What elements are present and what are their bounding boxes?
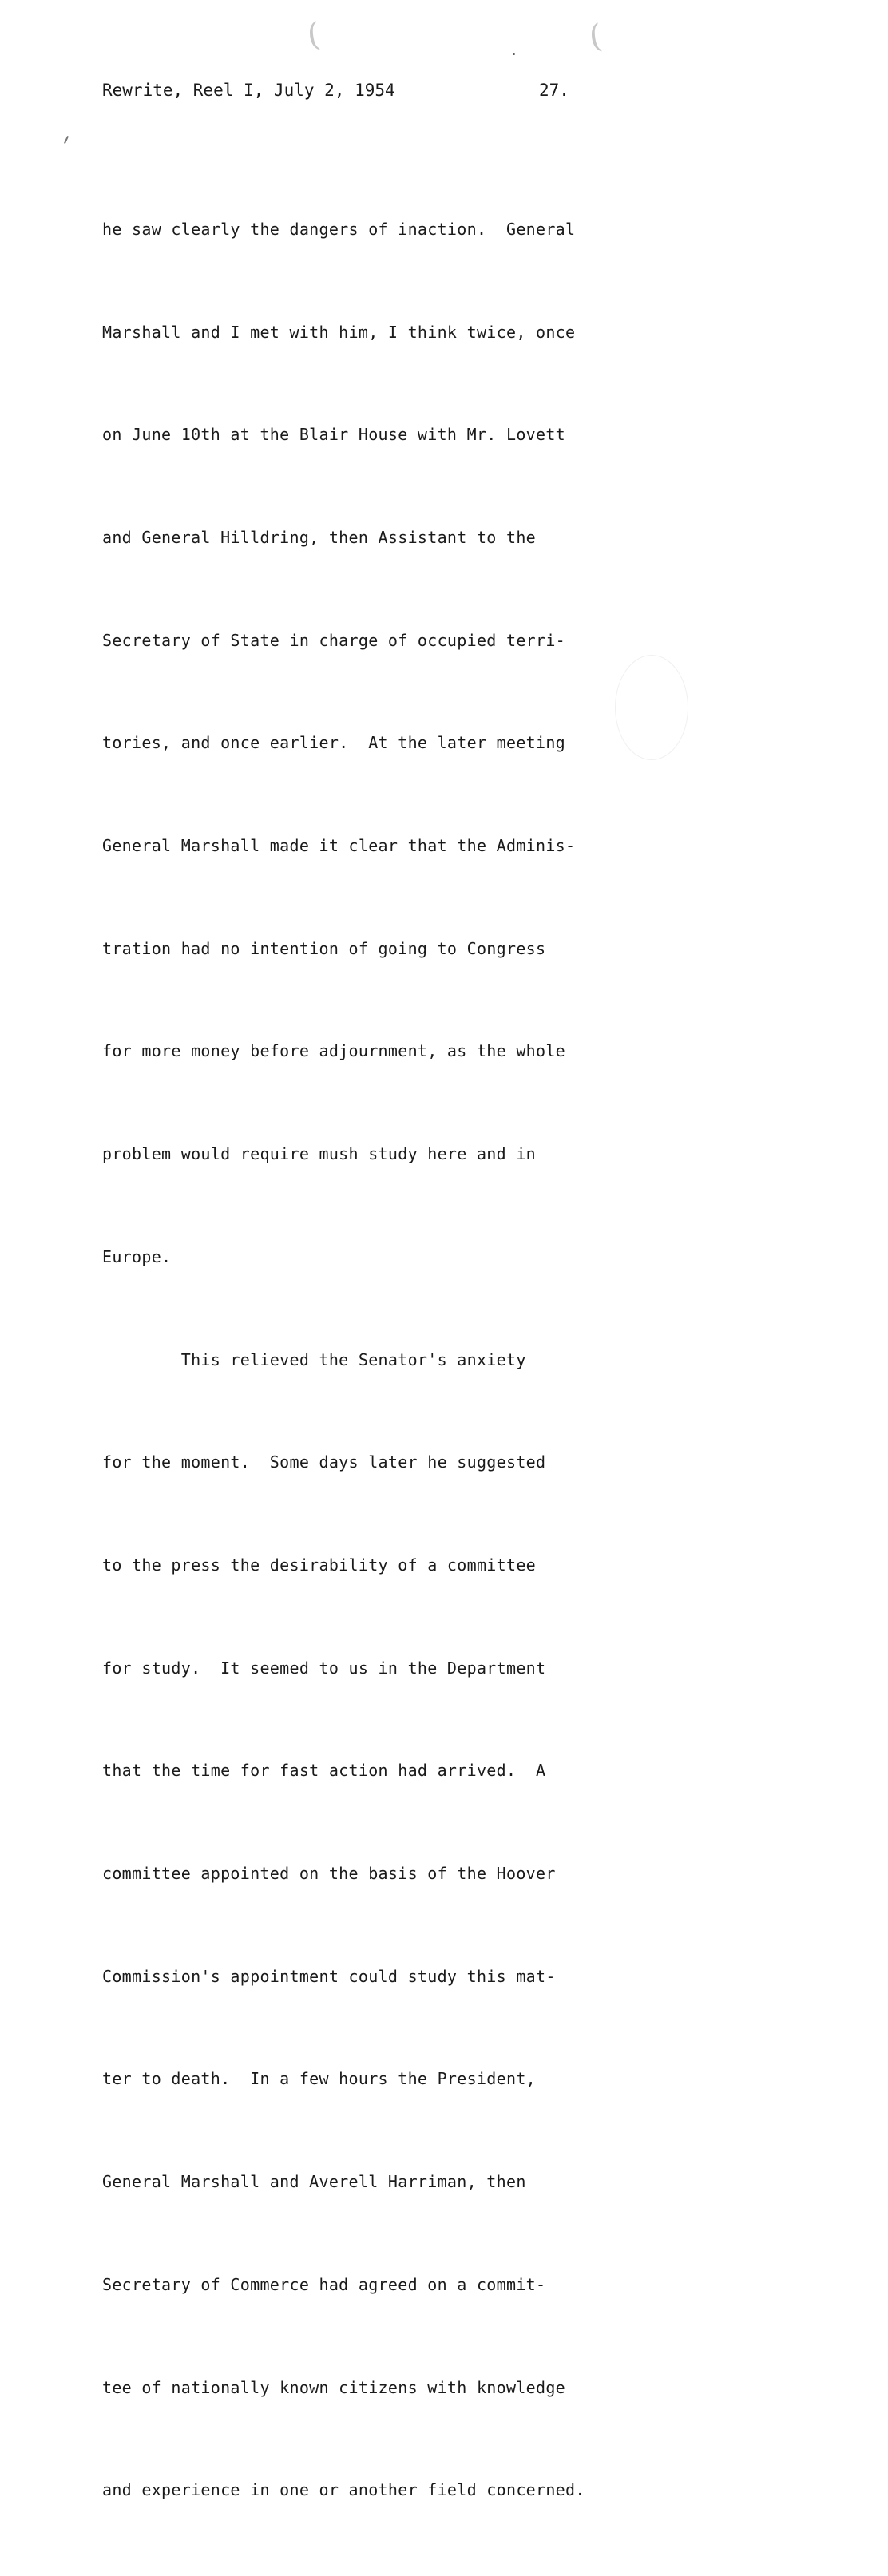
text-line: Marshall and I met with him, I think twice, once: [102, 322, 576, 342]
text-line: on June 10th at the Blair House with Mr. Lovett: [102, 425, 566, 445]
margin-tick: [64, 136, 69, 144]
margin-mark-right: (: [586, 18, 605, 56]
text-line: This relieved the Senator's anxiety: [102, 1349, 526, 1369]
ink-dot: [513, 53, 515, 55]
margin-mark-left: (: [304, 16, 323, 54]
header-title: Rewrite, Reel I, July 2, 1954: [102, 81, 395, 100]
text-line: he saw clearly the dangers of inaction. General: [102, 219, 576, 239]
text-line: and General Hilldring, then Assistant to the: [102, 527, 537, 547]
text-line: tration had no intention of going to Congress: [102, 938, 546, 958]
body-text: [102, 144, 629, 2576]
page-number: 27.: [539, 81, 569, 100]
text-line: General Marshall made it clear that the Adminis-: [102, 836, 576, 856]
text-line: Commission's appointment could study this mat-: [102, 1966, 556, 1986]
text-line: ter to death. In a few hours the President,: [102, 2069, 537, 2089]
text-line: tee of nationally known citizens with knowledge: [102, 2377, 566, 2397]
text-line: tories, and once earlier. At the later meeting: [102, 733, 566, 753]
text-line: for the moment. Some days later he suggested: [102, 1452, 546, 1472]
text-line: Secretary of State in charge of occupied terri-: [102, 630, 566, 650]
text-line: to the press the desirability of a committee: [102, 1555, 537, 1575]
text-line: Europe.: [102, 1246, 172, 1266]
text-line: Secretary of Commerce had agreed on a commit-: [102, 2274, 546, 2294]
text-line: for study. It seemed to us in the Department: [102, 1658, 546, 1678]
text-line: problem would require mush study here and in: [102, 1144, 537, 1164]
text-line: and experience in one or another field concerned.: [102, 2480, 585, 2500]
text-line: General Marshall and Averell Harriman, then: [102, 2172, 526, 2192]
text-line: for more money before adjournment, as the whole: [102, 1041, 566, 1061]
text-line: that the time for fast action had arrived. A: [102, 1761, 546, 1781]
text-line: committee appointed on the basis of the Hoover: [102, 1864, 556, 1884]
page-header: [102, 78, 581, 102]
